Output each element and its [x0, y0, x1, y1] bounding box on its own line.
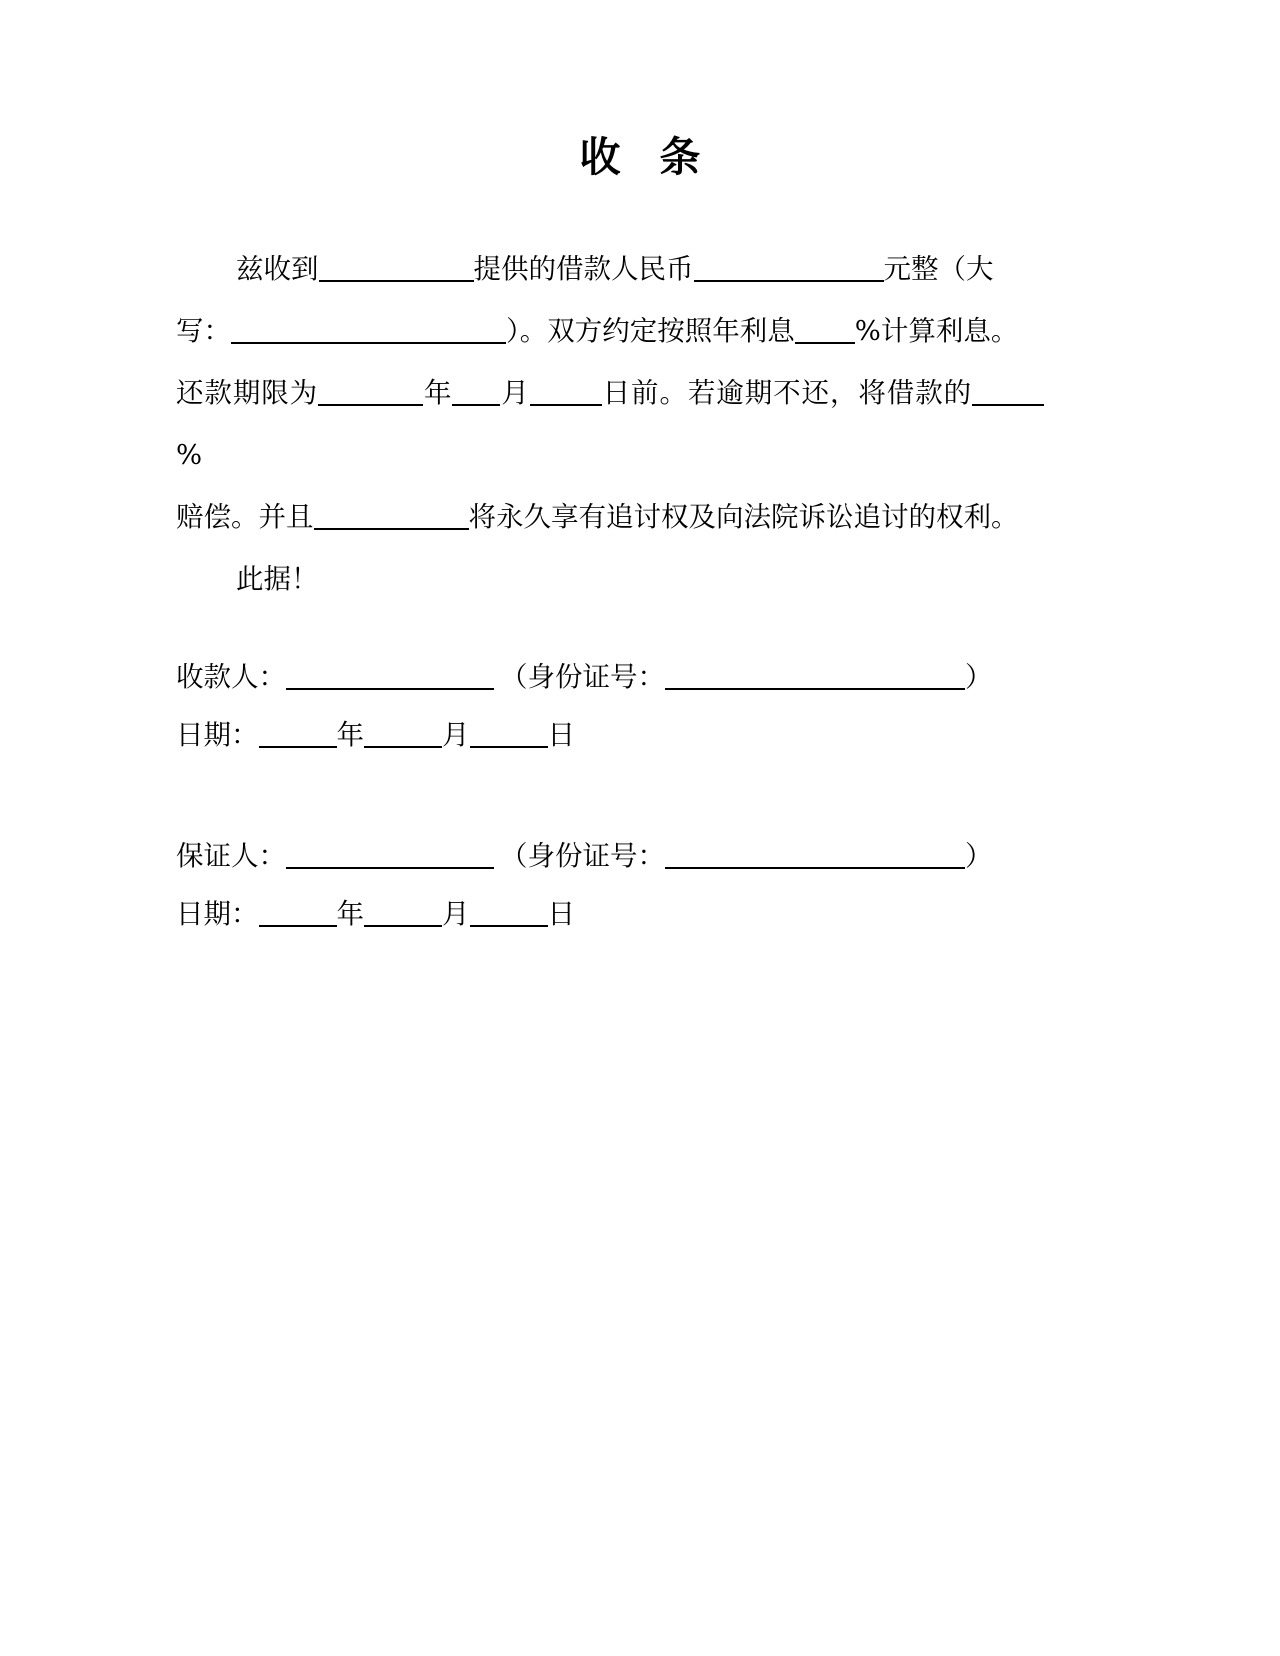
clause-paragraph-3: [176, 362, 1044, 486]
penalty-rate-blank[interactable]: [972, 380, 1044, 406]
payee-signature-block: [176, 648, 1076, 764]
payee-date-line: [176, 706, 1076, 764]
guarantor-name-label: 保证人：: [176, 840, 286, 872]
payee-name-blank[interactable]: [286, 664, 494, 690]
guarantor-name-line: [176, 827, 1076, 885]
guarantor-date-month-blank[interactable]: [364, 901, 442, 927]
page-title: 收 条: [579, 133, 713, 181]
lender-name-blank[interactable]: [319, 256, 474, 282]
payee-date-month-blank[interactable]: [364, 722, 442, 748]
clause-text-percent-calc: %计算利息。: [854, 315, 1019, 347]
repayment-day-blank[interactable]: [530, 380, 602, 406]
clause-text-repayment-term: 还款期限为: [176, 377, 319, 409]
payee-date-day-blank[interactable]: [470, 722, 548, 748]
payee-date-label: 日期：: [176, 719, 259, 751]
guarantor-date-year-blank[interactable]: [259, 901, 337, 927]
clause-text-loan-rmb: 提供的借款人民币: [473, 253, 694, 285]
guarantor-id-open-label: （身份证号：: [500, 840, 665, 872]
payee-id-number-blank[interactable]: [665, 664, 965, 690]
payee-id-close-label: ）: [965, 661, 993, 693]
guarantor-date-year-unit: 年: [336, 898, 364, 930]
clause-text-recovery-rights: 将永久享有追讨权及向法院诉讼追讨的权利。: [468, 501, 1019, 533]
guarantor-name-blank[interactable]: [286, 843, 494, 869]
payee-name-label: 收款人：: [176, 661, 286, 693]
clause-text-annual-interest: ）。双方约定按照年利息: [506, 315, 795, 347]
clause-text-percent: %: [176, 439, 203, 471]
amount-in-words-blank[interactable]: [231, 318, 506, 344]
clause-paragraph-1: [176, 238, 1044, 300]
interest-rate-blank[interactable]: [795, 318, 855, 344]
clause-text-year: 年: [423, 377, 453, 409]
clause-paragraph-2: [176, 300, 1044, 362]
clause-text-capital-write: 写：: [176, 315, 231, 347]
repayment-month-blank[interactable]: [452, 380, 500, 406]
guarantor-date-month-unit: 月: [442, 898, 470, 930]
guarantor-date-line: [176, 885, 1076, 943]
closing-statement: 此据！: [236, 563, 319, 595]
clause-text-compensate: 赔偿。并且: [176, 501, 314, 533]
guarantor-date-day-blank[interactable]: [470, 901, 548, 927]
document-body: [176, 238, 1044, 610]
clause-text-overdue: 日前。若逾期不还，将借款的: [601, 377, 973, 409]
payee-name-line: [176, 648, 1076, 706]
payee-date-year-unit: 年: [336, 719, 364, 751]
guarantor-id-close-label: ）: [965, 840, 993, 872]
payee-date-year-blank[interactable]: [259, 722, 337, 748]
claimant-name-blank[interactable]: [314, 504, 469, 530]
guarantor-date-label: 日期：: [176, 898, 259, 930]
clause-text-month: 月: [500, 377, 530, 409]
payee-date-month-unit: 月: [442, 719, 470, 751]
payee-date-day-unit: 日: [547, 719, 575, 751]
payee-id-open-label: （身份证号：: [500, 661, 665, 693]
clause-text-yuan-whole: 元整（大: [883, 253, 994, 285]
loan-amount-blank[interactable]: [694, 256, 884, 282]
guarantor-id-number-blank[interactable]: [665, 843, 965, 869]
clause-text-receipt-of: 兹收到: [236, 253, 319, 285]
repayment-year-blank[interactable]: [318, 380, 423, 406]
guarantor-signature-block: [176, 827, 1076, 943]
guarantor-date-day-unit: 日: [547, 898, 575, 930]
clause-paragraph-4: [176, 486, 1044, 548]
